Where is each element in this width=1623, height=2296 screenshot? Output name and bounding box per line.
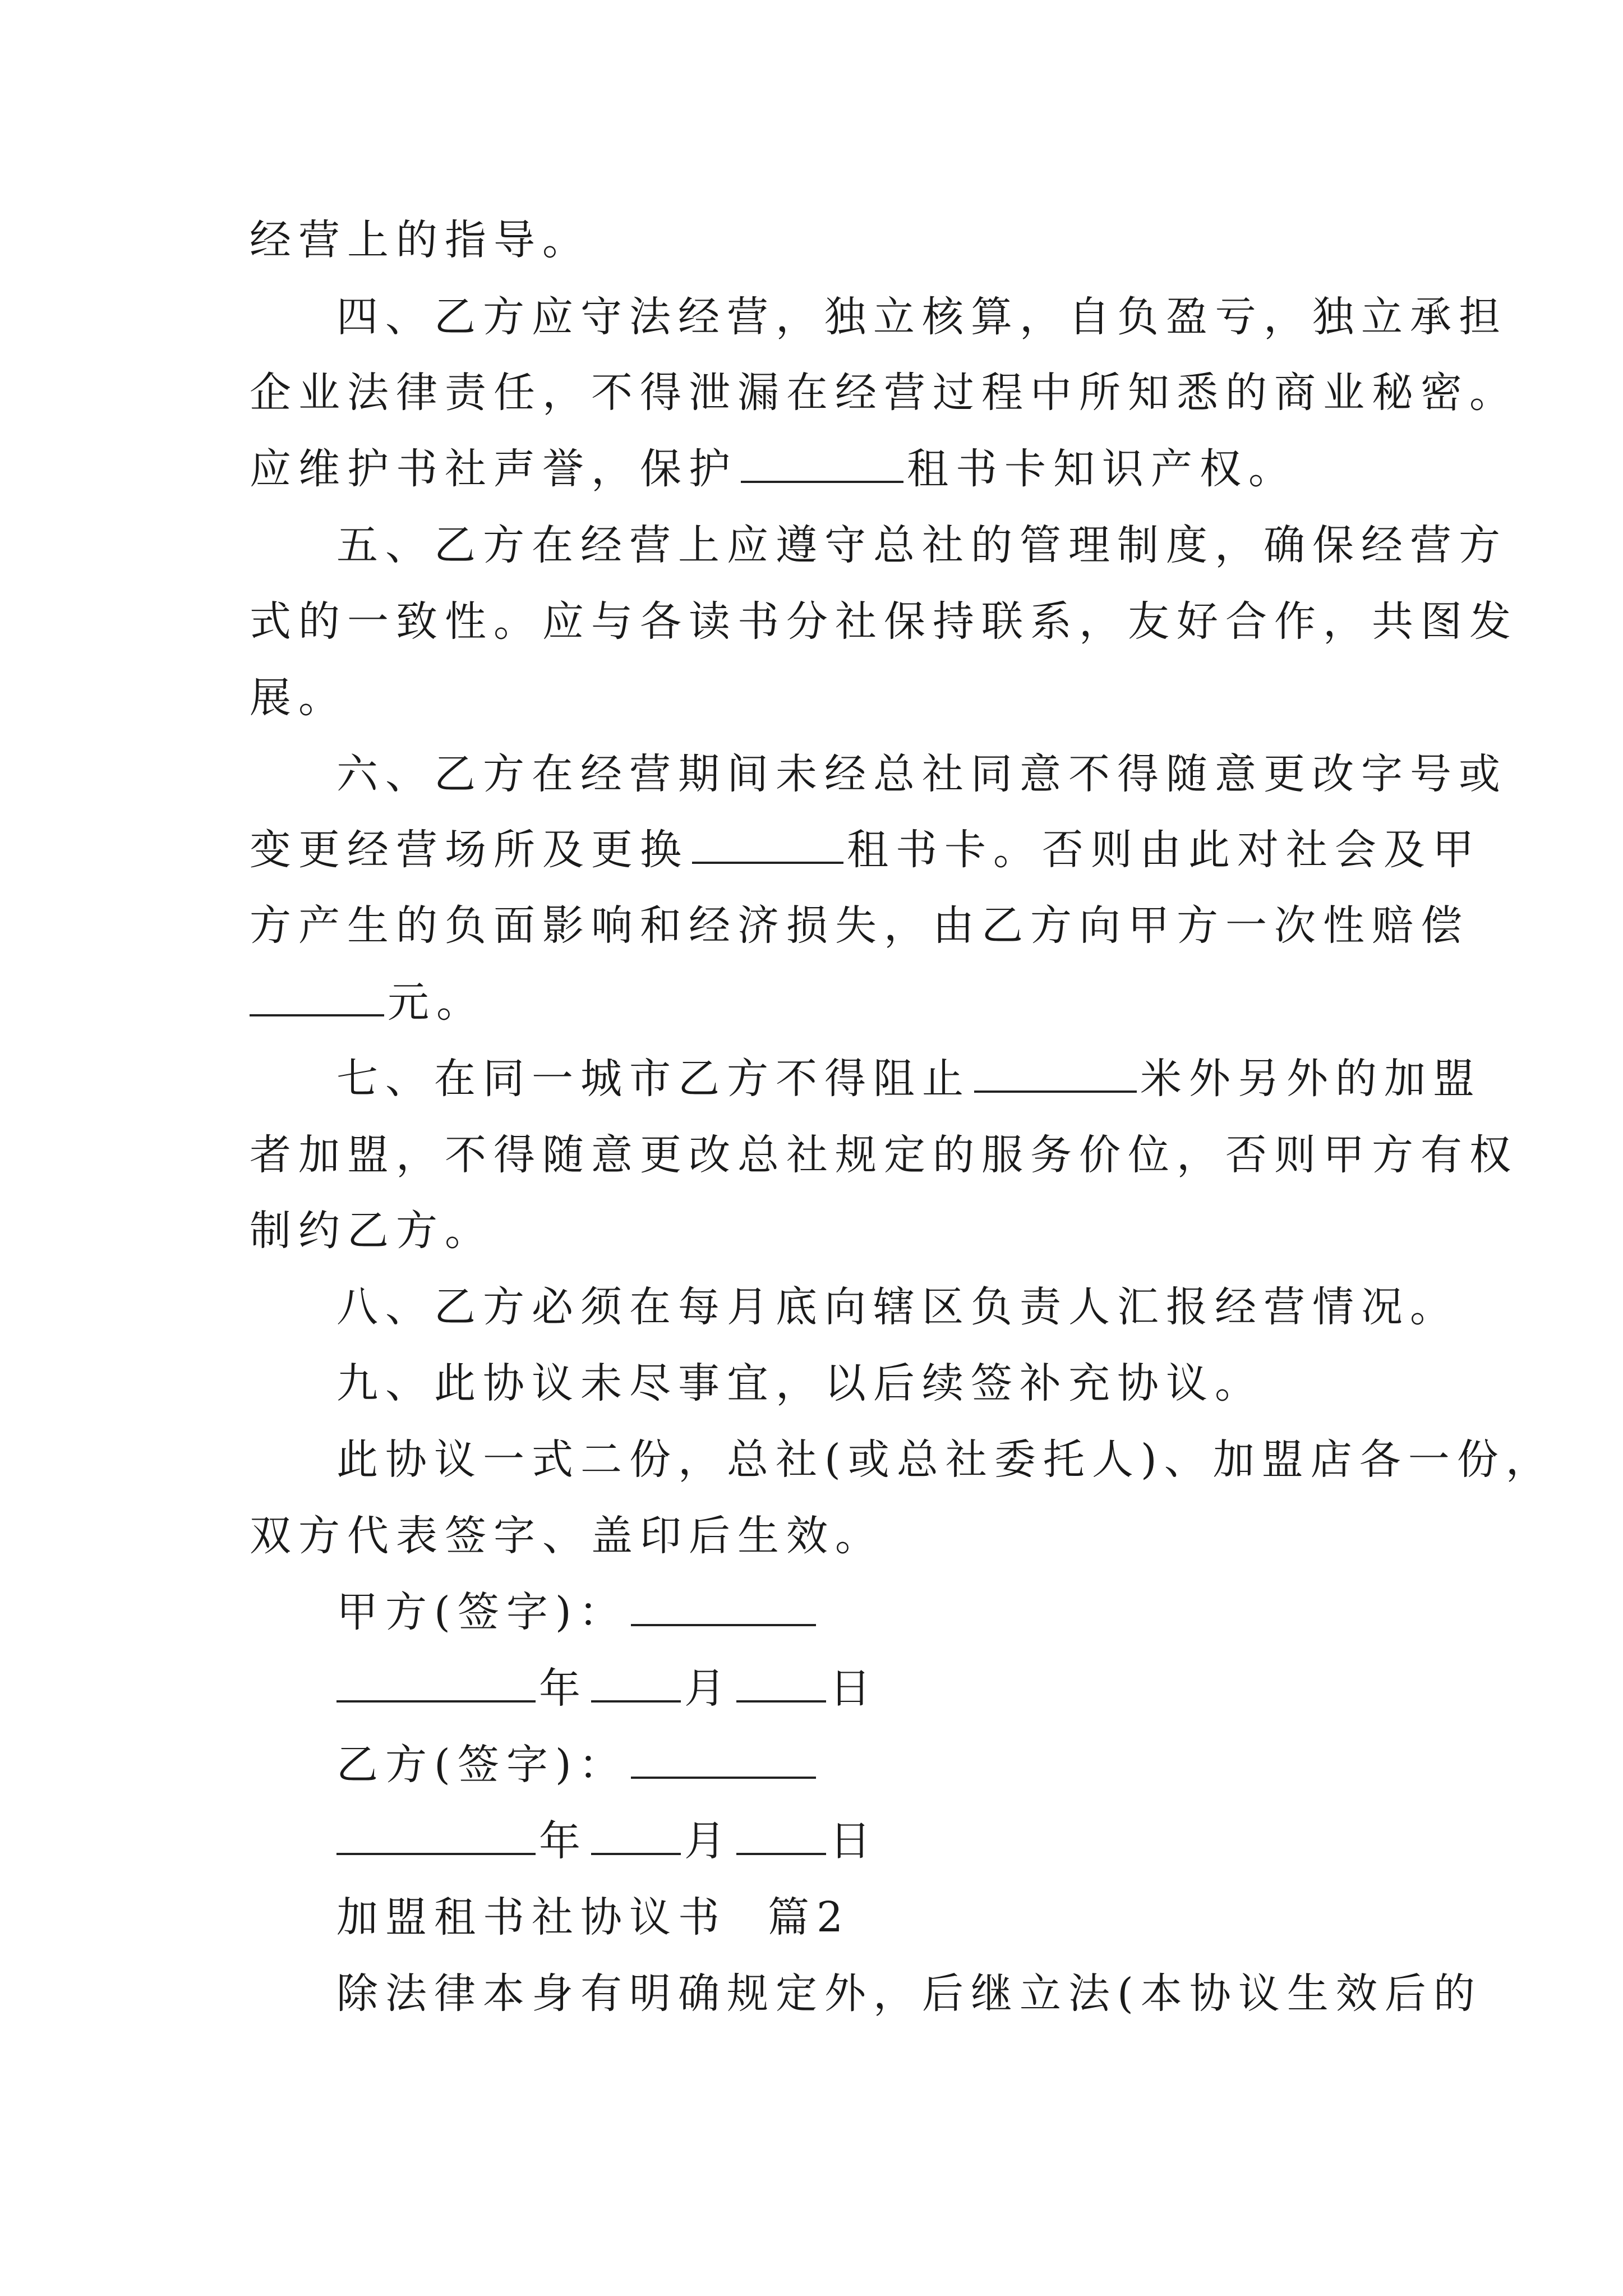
section-title: 加盟租书社协议书 篇2 bbox=[336, 1893, 851, 1941]
clause-6-line: 六、乙方在经营期间未经总社同意不得随意更改字号或 bbox=[336, 750, 1507, 798]
para-line: 经营上的指导。 bbox=[250, 216, 591, 264]
day-field[interactable] bbox=[736, 1665, 826, 1703]
party-a-signature-field[interactable] bbox=[631, 1589, 816, 1626]
year-field[interactable] bbox=[336, 1818, 536, 1855]
year-field[interactable] bbox=[336, 1665, 536, 1703]
party-b-signature: 乙方(签字)： bbox=[336, 1737, 819, 1793]
party-a-signature: 甲方(签字)： bbox=[336, 1584, 819, 1640]
clause-9-line: 九、此协议未尽事宜，以后续签补充协议。 bbox=[336, 1359, 1264, 1407]
fill-blank[interactable] bbox=[692, 827, 843, 864]
clause-5-line: 展。 bbox=[250, 674, 347, 722]
day-field[interactable] bbox=[736, 1818, 826, 1855]
clause-4-line: 应维护书社声誉，保护 租书卡知识产权。 bbox=[250, 445, 1297, 493]
party-b-date: 年 月 日 bbox=[336, 1813, 878, 1869]
month-field[interactable] bbox=[591, 1818, 681, 1855]
para-line: 除法律本身有明确规定外，后继立法(本协议生效后的 bbox=[336, 1970, 1482, 2018]
clause-6-line: 元。 bbox=[250, 974, 485, 1030]
clause-7-line: 制约乙方。 bbox=[250, 1207, 494, 1255]
clause-7-line: 七、在同一城市乙方不得阻止 米外另外的加盟 bbox=[336, 1055, 1482, 1103]
fill-blank[interactable] bbox=[741, 446, 903, 483]
fill-blank[interactable] bbox=[974, 1056, 1137, 1093]
clause-8-line: 八、乙方必须在每月底向辖区负责人汇报经营情况。 bbox=[336, 1283, 1459, 1331]
clause-5-line: 五、乙方在经营上应遵守总社的管理制度，确保经营方 bbox=[336, 521, 1507, 569]
closing-line: 此协议一式二份，总社(或总社委托人)、加盟店各一份， bbox=[336, 1435, 1555, 1484]
fill-blank[interactable] bbox=[250, 979, 384, 1016]
party-a-date: 年 月 日 bbox=[336, 1660, 878, 1717]
closing-line: 双方代表签字、盖印后生效。 bbox=[250, 1512, 884, 1560]
clause-6-line: 变更经营场所及更换 租书卡。否则由此对社会及甲 bbox=[250, 826, 1481, 874]
clause-6-line: 方产生的负面影响和经济损失，由乙方向甲方一次性赔偿 bbox=[250, 901, 1469, 950]
clause-4-line: 四、乙方应守法经营，独立核算，自负盈亏，独立承担 bbox=[336, 293, 1507, 341]
month-field[interactable] bbox=[591, 1665, 681, 1703]
clause-7-line: 者加盟，不得随意更改总社规定的服务价位，否则甲方有权 bbox=[250, 1131, 1518, 1179]
clause-4-line: 企业法律责任，不得泄漏在经营过程中所知悉的商业秘密。 bbox=[250, 369, 1518, 417]
party-b-signature-field[interactable] bbox=[631, 1742, 816, 1779]
clause-5-line: 式的一致性。应与各读书分社保持联系，友好合作，共图发 bbox=[250, 597, 1518, 646]
